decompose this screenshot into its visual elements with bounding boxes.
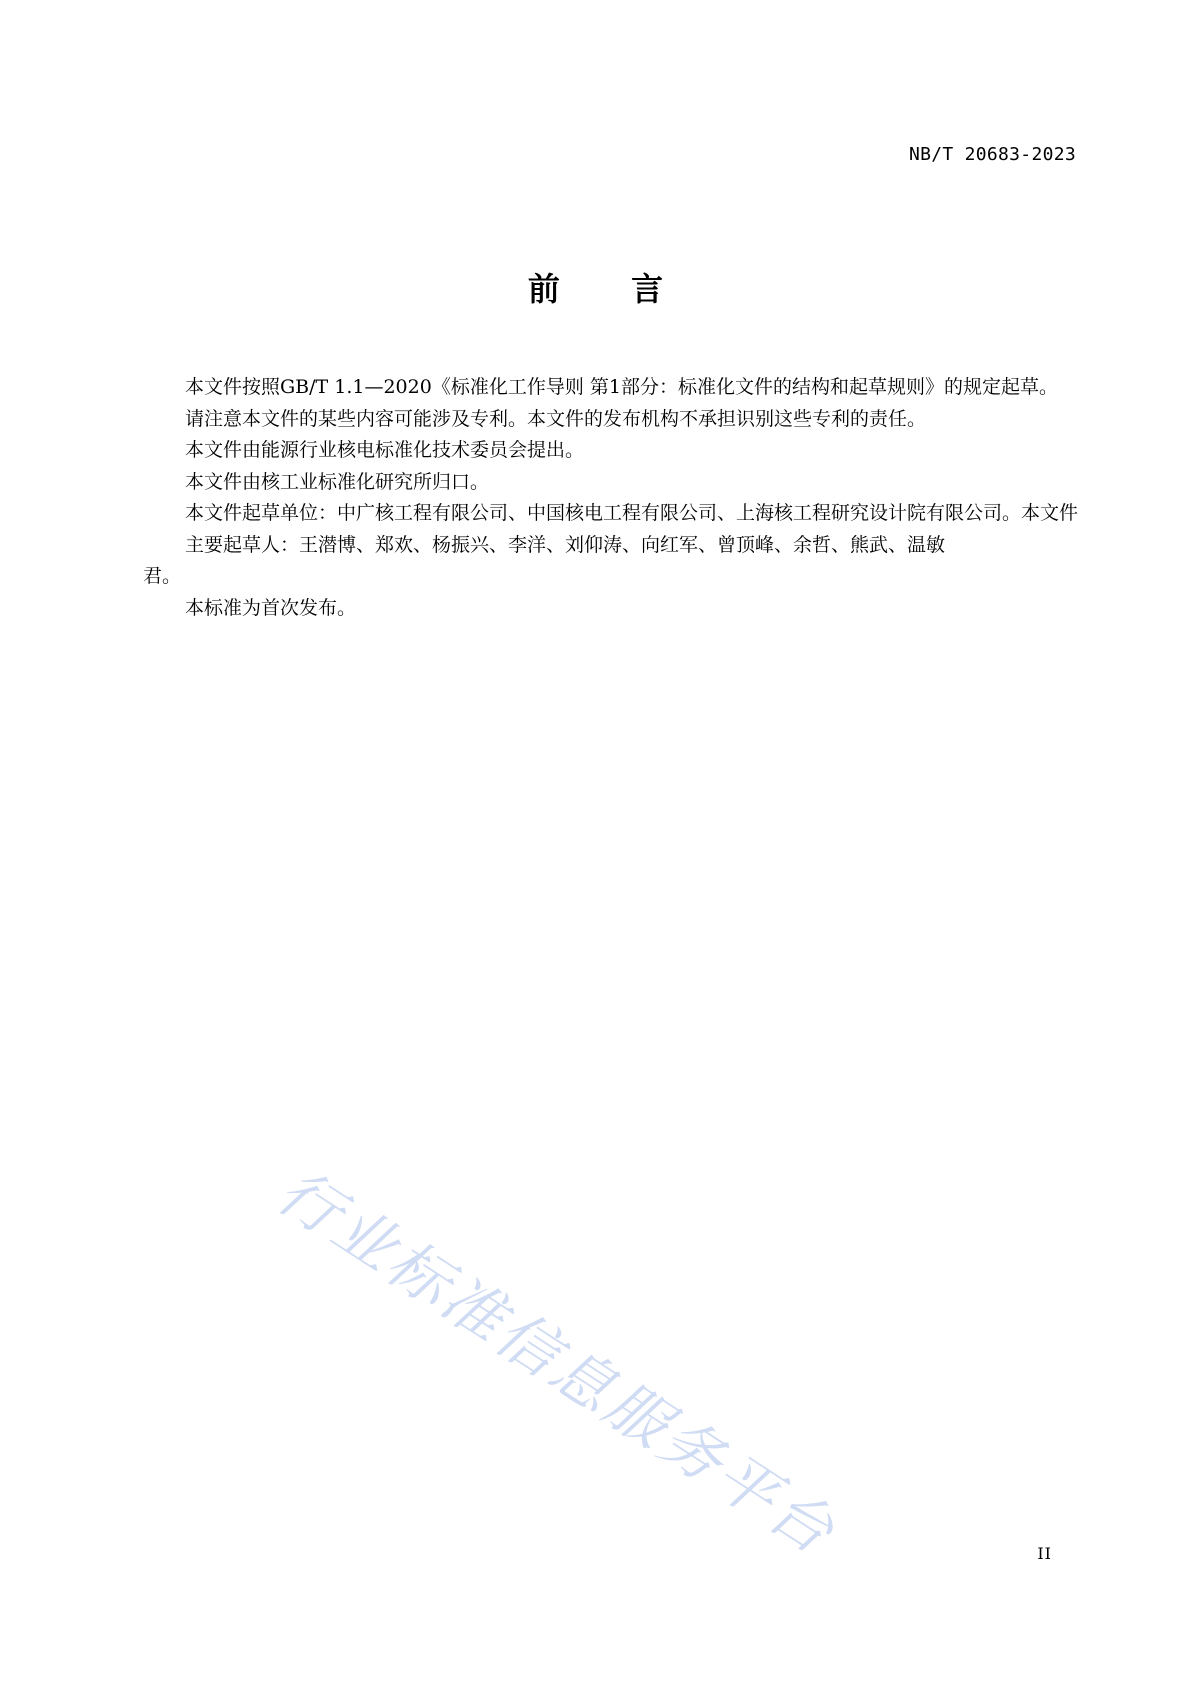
paragraph-proposer: 本文件由能源行业核电标准化技术委员会提出。 — [185, 439, 585, 461]
watermark: 行业标准信息服务平台 — [264, 1155, 849, 1570]
paragraph-main-drafters-tail: 君。 — [143, 565, 182, 587]
paragraph-drafting-rules: 本文件按照GB/T 1.1—2020《标准化工作导则 第1部分：标准化文件的结构和起草规则》的规定起草。 — [185, 376, 1058, 398]
foreword-body — [143, 372, 1078, 624]
document-code: NB/T 20683-2023 — [908, 144, 1076, 165]
paragraph-main-drafters: 主要起草人：王潜博、郑欢、杨振兴、李洋、刘仰涛、向红军、曾顶峰、余哲、熊武、温敏 — [185, 533, 946, 556]
paragraph-first-release: 本标准为首次发布。 — [185, 596, 357, 619]
page-title: 前 言 — [527, 270, 694, 308]
page-number: II — [1037, 1544, 1052, 1563]
paragraph-administrator: 本文件由核工业标准化研究所归口。 — [185, 470, 490, 493]
paragraph-patent-notice: 请注意本文件的某些内容可能涉及专利。本文件的发布机构不承担识别这些专利的责任。 — [185, 407, 927, 430]
paragraph-drafting-units: 本文件起草单位：中广核工程有限公司、中国核电工程有限公司、上海核工程研究设计院有限公司。本文件 — [185, 502, 1079, 524]
